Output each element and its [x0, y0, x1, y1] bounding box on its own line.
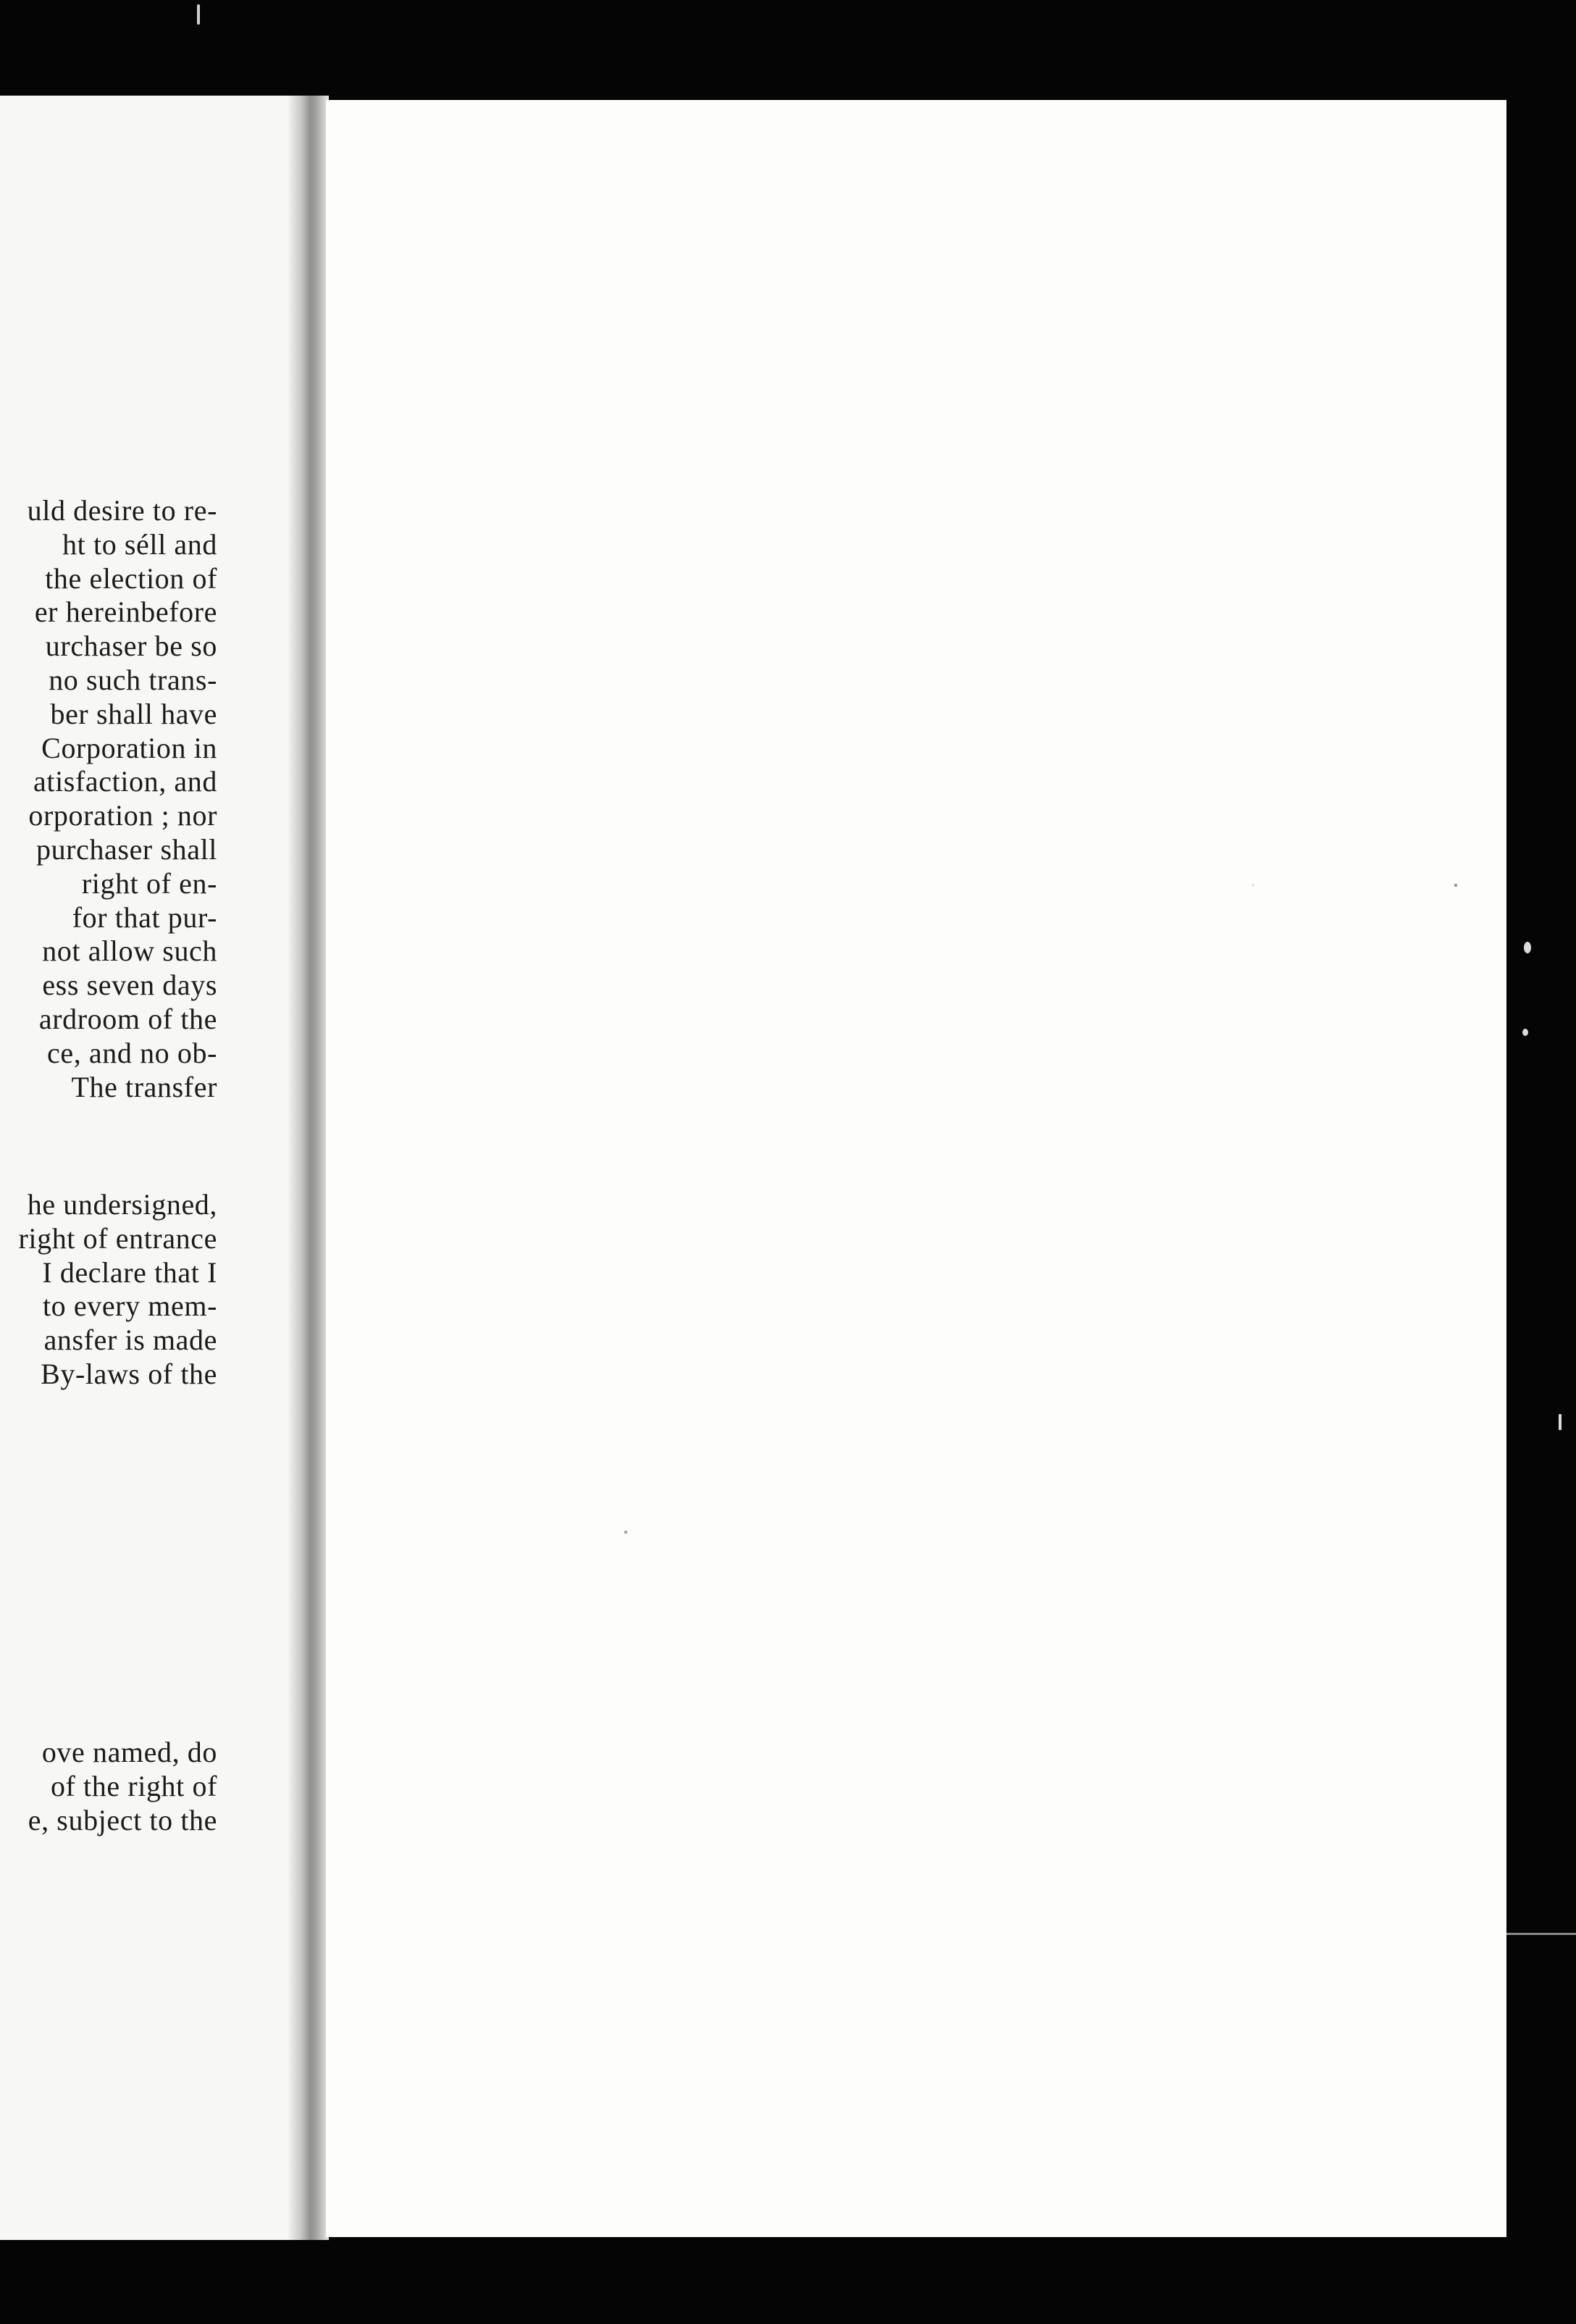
left-page-paragraph-2 [0, 1188, 217, 1392]
text-line: ber shall have [50, 697, 217, 730]
text-line: uld desire to re- [27, 494, 217, 527]
text-line: ardroom of the [38, 1002, 217, 1035]
text-line: e, subject to the [28, 1803, 217, 1836]
book-gutter-shadow [288, 96, 329, 2240]
scan-dust-mark [1524, 942, 1531, 953]
left-page-paragraph-1 [0, 494, 217, 1104]
text-line [0, 1837, 217, 1871]
text-line: urchaser be so [45, 630, 217, 663]
right-page-blank [326, 100, 1506, 2237]
text-line: purchaser shall [35, 832, 217, 866]
text-line: for that pur- [72, 900, 217, 934]
text-line: right of entrance [18, 1221, 217, 1255]
text-line: not allow such [42, 935, 217, 968]
scan-dust-mark [1522, 1029, 1528, 1036]
text-line: ce, and no ob- [47, 1036, 217, 1069]
text-line: Corporation in [41, 731, 217, 764]
paper-speck [624, 1531, 627, 1534]
text-line: no such trans- [49, 663, 217, 696]
text-line: ove named, do [41, 1736, 217, 1768]
left-page [0, 96, 304, 2240]
left-page-paragraph-3 [0, 1736, 217, 1871]
text-line: I declare that I [42, 1255, 217, 1289]
text-line: ansfer is made [43, 1324, 217, 1357]
text-line: The transfer [71, 1070, 217, 1103]
text-line: he undersigned, [27, 1188, 217, 1221]
text-line: ht to séll and [62, 527, 217, 561]
text-line: the election of [45, 561, 217, 595]
text-line: ess seven days [42, 969, 217, 1002]
text-line: orporation ; nor [28, 799, 217, 832]
text-line: atisfaction, and [33, 765, 217, 798]
scan-dust-mark [1559, 1414, 1562, 1430]
text-line: to every mem- [42, 1290, 217, 1323]
text-line: right of en- [81, 866, 217, 900]
text-line: By-laws of the [41, 1357, 217, 1390]
paper-speck [1252, 884, 1254, 887]
text-line: er hereinbefore [34, 595, 217, 629]
paper-speck [1454, 884, 1457, 887]
scan-dust-mark [197, 4, 200, 25]
scan-edge-line [1506, 1933, 1576, 1935]
text-line: of the right of [50, 1769, 217, 1802]
